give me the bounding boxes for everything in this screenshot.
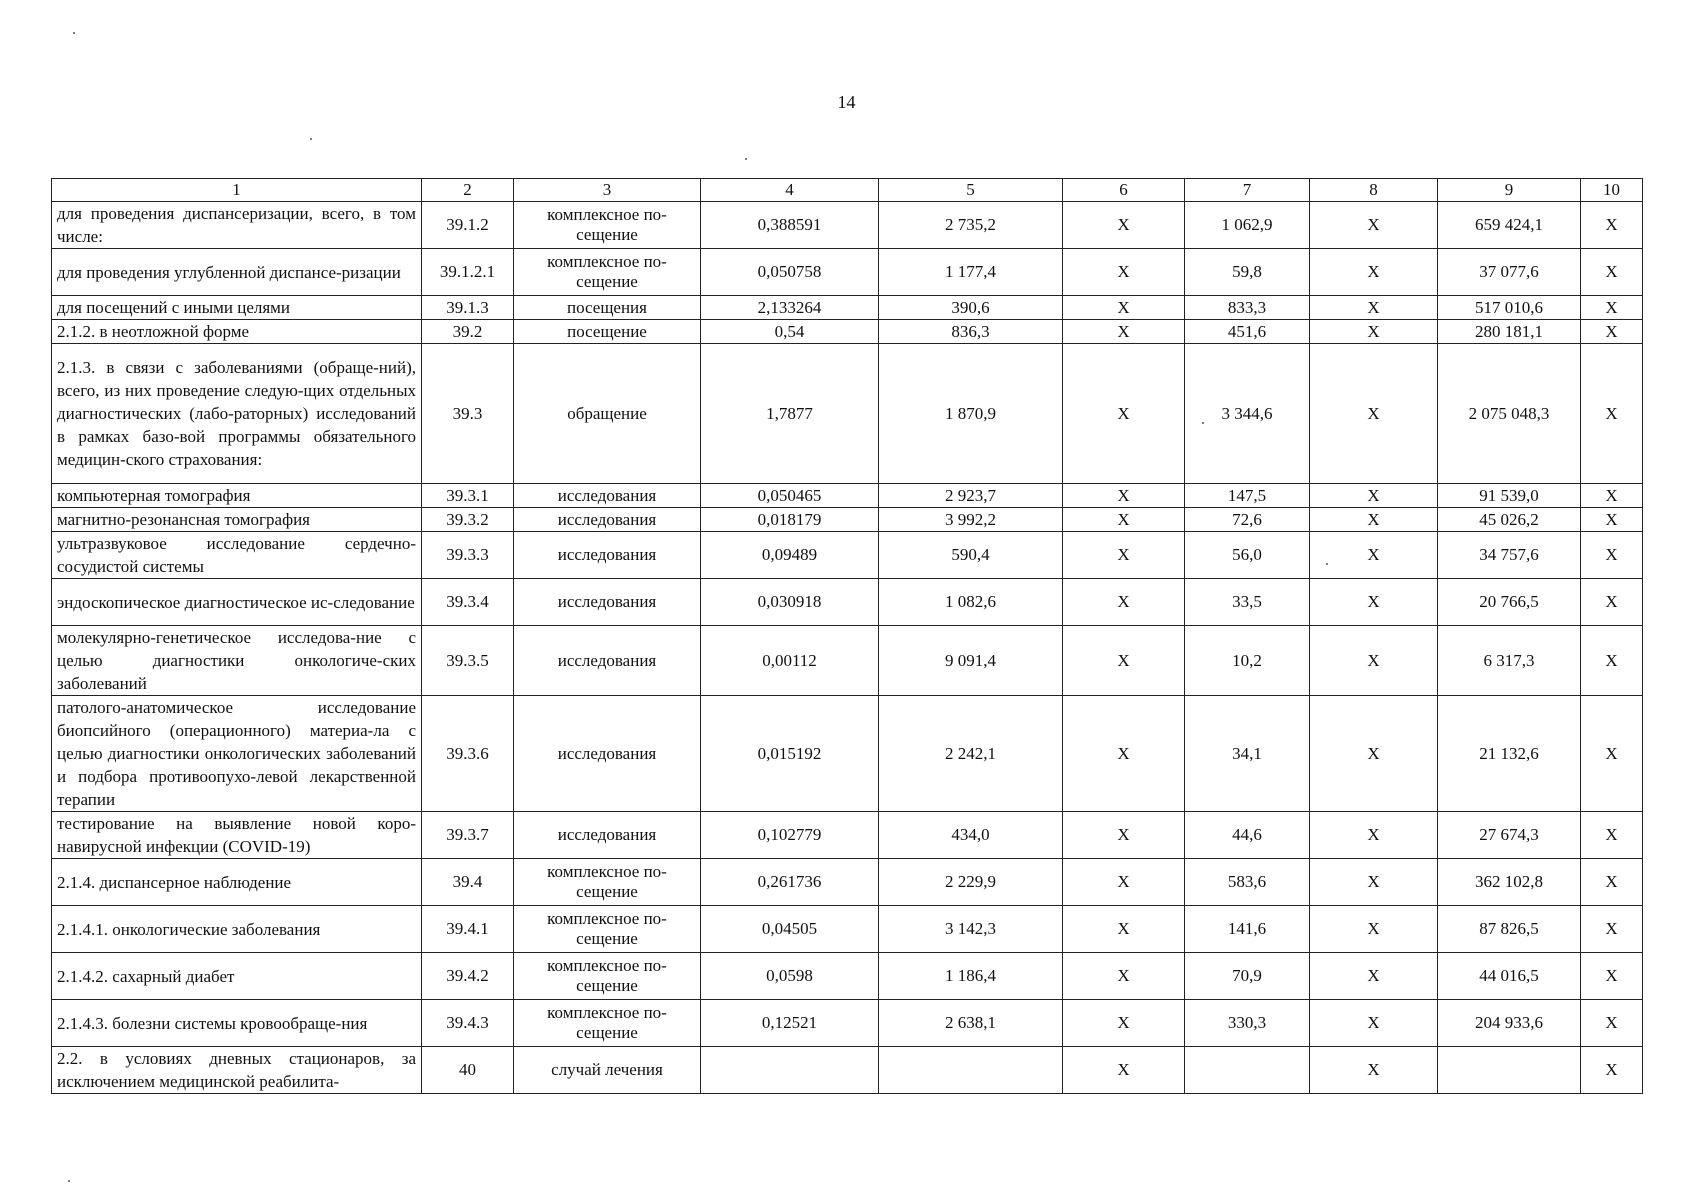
row-cost-norm: 3 142,3: [879, 906, 1063, 953]
row-col8: X: [1310, 1047, 1438, 1094]
scan-speck: [73, 32, 75, 34]
row-col9: 37 077,6: [1438, 249, 1581, 296]
row-unit: комплексное по-сещение: [514, 906, 701, 953]
row-col8: X: [1310, 906, 1438, 953]
column-header: 7: [1185, 179, 1310, 202]
table-row: [52, 532, 1643, 579]
column-number-row: [52, 179, 1643, 202]
table-row: [52, 812, 1643, 859]
row-name: 2.1.4. диспансерное наблюдение: [52, 859, 422, 906]
row-code: 39.4.3: [422, 1000, 514, 1047]
row-cost-norm: 2 638,1: [879, 1000, 1063, 1047]
row-cost-norm: 2 735,2: [879, 202, 1063, 249]
row-col7: 141,6: [1185, 906, 1310, 953]
page-number: 14: [837, 92, 856, 112]
table-row: [52, 1047, 1643, 1094]
row-col6: X: [1063, 626, 1185, 696]
row-volume-norm: 0,54: [701, 320, 879, 344]
row-col6: X: [1063, 696, 1185, 812]
row-unit: исследования: [514, 626, 701, 696]
row-col7: 59,8: [1185, 249, 1310, 296]
scan-speck: [310, 138, 312, 140]
row-volume-norm: 1,7877: [701, 344, 879, 484]
row-col6: X: [1063, 953, 1185, 1000]
table-row: [52, 344, 1643, 484]
row-col8: X: [1310, 344, 1438, 484]
row-volume-norm: 2,133264: [701, 296, 879, 320]
row-col6: X: [1063, 296, 1185, 320]
row-col9: 517 010,6: [1438, 296, 1581, 320]
row-col7: 147,5: [1185, 484, 1310, 508]
row-cost-norm: 3 992,2: [879, 508, 1063, 532]
row-volume-norm: 0,00112: [701, 626, 879, 696]
row-col7: 34,1: [1185, 696, 1310, 812]
row-volume-norm: 0,0598: [701, 953, 879, 1000]
row-col8: X: [1310, 812, 1438, 859]
row-unit: посещения: [514, 296, 701, 320]
row-col10: X: [1581, 1000, 1643, 1047]
row-unit: посещение: [514, 320, 701, 344]
row-volume-norm: 0,015192: [701, 696, 879, 812]
row-cost-norm: 1 082,6: [879, 579, 1063, 626]
row-unit: исследования: [514, 696, 701, 812]
row-col6: X: [1063, 484, 1185, 508]
table-row: [52, 953, 1643, 1000]
row-col7: 10,2: [1185, 626, 1310, 696]
row-name: для посещений с иными целями: [52, 296, 422, 320]
row-code: 39.3.5: [422, 626, 514, 696]
row-col6: X: [1063, 1000, 1185, 1047]
row-col10: X: [1581, 532, 1643, 579]
row-cost-norm: 590,4: [879, 532, 1063, 579]
row-col8: X: [1310, 1000, 1438, 1047]
row-col6: X: [1063, 579, 1185, 626]
row-code: 39.3: [422, 344, 514, 484]
row-volume-norm: 0,261736: [701, 859, 879, 906]
row-col10: X: [1581, 812, 1643, 859]
row-col7: 3 344,6: [1185, 344, 1310, 484]
row-unit: исследования: [514, 484, 701, 508]
row-col7: 833,3: [1185, 296, 1310, 320]
row-volume-norm: 0,12521: [701, 1000, 879, 1047]
row-col9: 34 757,6: [1438, 532, 1581, 579]
row-col9: 2 075 048,3: [1438, 344, 1581, 484]
row-col9: 44 016,5: [1438, 953, 1581, 1000]
row-code: 39.4: [422, 859, 514, 906]
row-col8: X: [1310, 320, 1438, 344]
row-col7: 44,6: [1185, 812, 1310, 859]
row-col9: [1438, 1047, 1581, 1094]
column-header: 4: [701, 179, 879, 202]
row-volume-norm: 0,04505: [701, 906, 879, 953]
row-col10: X: [1581, 249, 1643, 296]
row-code: 39.3.3: [422, 532, 514, 579]
row-cost-norm: 9 091,4: [879, 626, 1063, 696]
table-row: [52, 249, 1643, 296]
row-unit: обращение: [514, 344, 701, 484]
row-col9: 659 424,1: [1438, 202, 1581, 249]
row-col6: X: [1063, 906, 1185, 953]
row-code: 39.4.1: [422, 906, 514, 953]
column-header: 2: [422, 179, 514, 202]
row-name: для проведения углубленной диспансе-ризации: [52, 249, 422, 296]
row-col8: X: [1310, 202, 1438, 249]
table-row: [52, 696, 1643, 812]
row-volume-norm: 0,050465: [701, 484, 879, 508]
row-col7: 33,5: [1185, 579, 1310, 626]
row-name: 2.2. в условиях дневных стационаров, за исключением медицинской реабилита-: [52, 1047, 422, 1094]
row-col9: 45 026,2: [1438, 508, 1581, 532]
row-name: для проведения диспансеризации, всего, в том числе:: [52, 202, 422, 249]
row-col10: X: [1581, 484, 1643, 508]
row-col10: X: [1581, 696, 1643, 812]
row-code: 40: [422, 1047, 514, 1094]
row-code: 39.1.2: [422, 202, 514, 249]
row-col9: 6 317,3: [1438, 626, 1581, 696]
row-col9: 280 181,1: [1438, 320, 1581, 344]
row-name: магнитно-резонансная томография: [52, 508, 422, 532]
row-col7: 72,6: [1185, 508, 1310, 532]
row-col8: X: [1310, 249, 1438, 296]
row-col9: 27 674,3: [1438, 812, 1581, 859]
row-name: 2.1.4.1. онкологические заболевания: [52, 906, 422, 953]
row-col6: X: [1063, 320, 1185, 344]
table-row: [52, 484, 1643, 508]
row-cost-norm: 1 186,4: [879, 953, 1063, 1000]
row-unit: случай лечения: [514, 1047, 701, 1094]
column-header: 10: [1581, 179, 1643, 202]
data-table: [51, 178, 1643, 1094]
row-code: 39.1.3: [422, 296, 514, 320]
row-unit: исследования: [514, 812, 701, 859]
row-code: 39.4.2: [422, 953, 514, 1000]
row-volume-norm: 0,102779: [701, 812, 879, 859]
row-col9: 91 539,0: [1438, 484, 1581, 508]
scan-speck: [1326, 563, 1328, 565]
row-name: молекулярно-генетическое исследова-ние с целью диагностики онкологиче-ских заболеваний: [52, 626, 422, 696]
table-row: [52, 859, 1643, 906]
scan-speck: [745, 158, 747, 160]
table-row: [52, 1000, 1643, 1047]
row-code: 39.3.2: [422, 508, 514, 532]
row-col10: X: [1581, 579, 1643, 626]
row-name: компьютерная томография: [52, 484, 422, 508]
row-col8: X: [1310, 626, 1438, 696]
row-col8: X: [1310, 579, 1438, 626]
table-row: [52, 906, 1643, 953]
row-col6: X: [1063, 202, 1185, 249]
row-col9: 204 933,6: [1438, 1000, 1581, 1047]
table-row: [52, 296, 1643, 320]
row-col8: X: [1310, 484, 1438, 508]
row-cost-norm: 2 229,9: [879, 859, 1063, 906]
table-row: [52, 579, 1643, 626]
column-header: 8: [1310, 179, 1438, 202]
row-col10: X: [1581, 953, 1643, 1000]
column-header: 3: [514, 179, 701, 202]
row-name: 2.1.3. в связи с заболеваниями (обраще-ний), всего, из них проведение следую-щих отдельных диагностических (лабо-раторных) исследований в рамках базо-вой программы обязательного медицин-ского страхования:: [52, 344, 422, 484]
row-col6: X: [1063, 344, 1185, 484]
row-col8: X: [1310, 296, 1438, 320]
row-unit: исследования: [514, 508, 701, 532]
row-unit: комплексное по-сещение: [514, 1000, 701, 1047]
row-col7: 583,6: [1185, 859, 1310, 906]
column-header: 9: [1438, 179, 1581, 202]
row-col7: 1 062,9: [1185, 202, 1310, 249]
row-cost-norm: 2 242,1: [879, 696, 1063, 812]
row-col6: X: [1063, 859, 1185, 906]
row-col10: X: [1581, 344, 1643, 484]
row-col10: X: [1581, 320, 1643, 344]
row-volume-norm: 0,388591: [701, 202, 879, 249]
row-col7: 330,3: [1185, 1000, 1310, 1047]
row-code: 39.3.4: [422, 579, 514, 626]
row-col6: X: [1063, 249, 1185, 296]
row-volume-norm: 0,030918: [701, 579, 879, 626]
row-volume-norm: 0,050758: [701, 249, 879, 296]
row-cost-norm: 836,3: [879, 320, 1063, 344]
row-name: эндоскопическое диагностическое ис-следование: [52, 579, 422, 626]
row-unit: комплексное по-сещение: [514, 202, 701, 249]
row-col10: X: [1581, 626, 1643, 696]
row-code: 39.3.7: [422, 812, 514, 859]
row-cost-norm: 1 870,9: [879, 344, 1063, 484]
row-unit: комплексное по-сещение: [514, 249, 701, 296]
row-col8: X: [1310, 859, 1438, 906]
row-col10: X: [1581, 859, 1643, 906]
row-col6: X: [1063, 1047, 1185, 1094]
row-col10: X: [1581, 202, 1643, 249]
column-header: 6: [1063, 179, 1185, 202]
row-cost-norm: 390,6: [879, 296, 1063, 320]
row-col10: X: [1581, 508, 1643, 532]
row-code: 39.3.1: [422, 484, 514, 508]
row-name: 2.1.2. в неотложной форме: [52, 320, 422, 344]
row-col10: X: [1581, 906, 1643, 953]
row-unit: исследования: [514, 579, 701, 626]
row-unit: исследования: [514, 532, 701, 579]
row-col9: 362 102,8: [1438, 859, 1581, 906]
row-cost-norm: 2 923,7: [879, 484, 1063, 508]
row-col10: X: [1581, 296, 1643, 320]
row-unit: комплексное по-сещение: [514, 859, 701, 906]
row-col7: 451,6: [1185, 320, 1310, 344]
row-cost-norm: 1 177,4: [879, 249, 1063, 296]
row-col6: X: [1063, 508, 1185, 532]
row-col8: X: [1310, 532, 1438, 579]
row-volume-norm: 0,018179: [701, 508, 879, 532]
row-col9: 21 132,6: [1438, 696, 1581, 812]
row-col7: 70,9: [1185, 953, 1310, 1000]
row-col8: X: [1310, 953, 1438, 1000]
row-cost-norm: [879, 1047, 1063, 1094]
row-col6: X: [1063, 532, 1185, 579]
row-col10: X: [1581, 1047, 1643, 1094]
row-code: 39.1.2.1: [422, 249, 514, 296]
column-header: 5: [879, 179, 1063, 202]
row-col7: [1185, 1047, 1310, 1094]
row-volume-norm: 0,09489: [701, 532, 879, 579]
table-row: [52, 320, 1643, 344]
table-row: [52, 508, 1643, 532]
row-name: тестирование на выявление новой коро-навирусной инфекции (COVID-19): [52, 812, 422, 859]
scan-speck: [1202, 422, 1204, 424]
row-col6: X: [1063, 812, 1185, 859]
column-header: 1: [52, 179, 422, 202]
table-row: [52, 626, 1643, 696]
row-name: 2.1.4.2. сахарный диабет: [52, 953, 422, 1000]
row-col8: X: [1310, 696, 1438, 812]
row-volume-norm: [701, 1047, 879, 1094]
row-name: 2.1.4.3. болезни системы кровообраще-ния: [52, 1000, 422, 1047]
row-col9: 20 766,5: [1438, 579, 1581, 626]
table-row: [52, 202, 1643, 249]
row-name: ультразвуковое исследование сердечно-сосудистой системы: [52, 532, 422, 579]
row-col8: X: [1310, 508, 1438, 532]
scan-speck: [68, 1180, 70, 1182]
row-code: 39.3.6: [422, 696, 514, 812]
row-cost-norm: 434,0: [879, 812, 1063, 859]
row-col7: 56,0: [1185, 532, 1310, 579]
row-name: патолого-анатомическое исследование биопсийного (операционного) материа-ла с целью диагностики онкологических заболеваний и подбора противоопухо-левой лекарственной терапии: [52, 696, 422, 812]
row-col9: 87 826,5: [1438, 906, 1581, 953]
row-code: 39.2: [422, 320, 514, 344]
row-unit: комплексное по-сещение: [514, 953, 701, 1000]
